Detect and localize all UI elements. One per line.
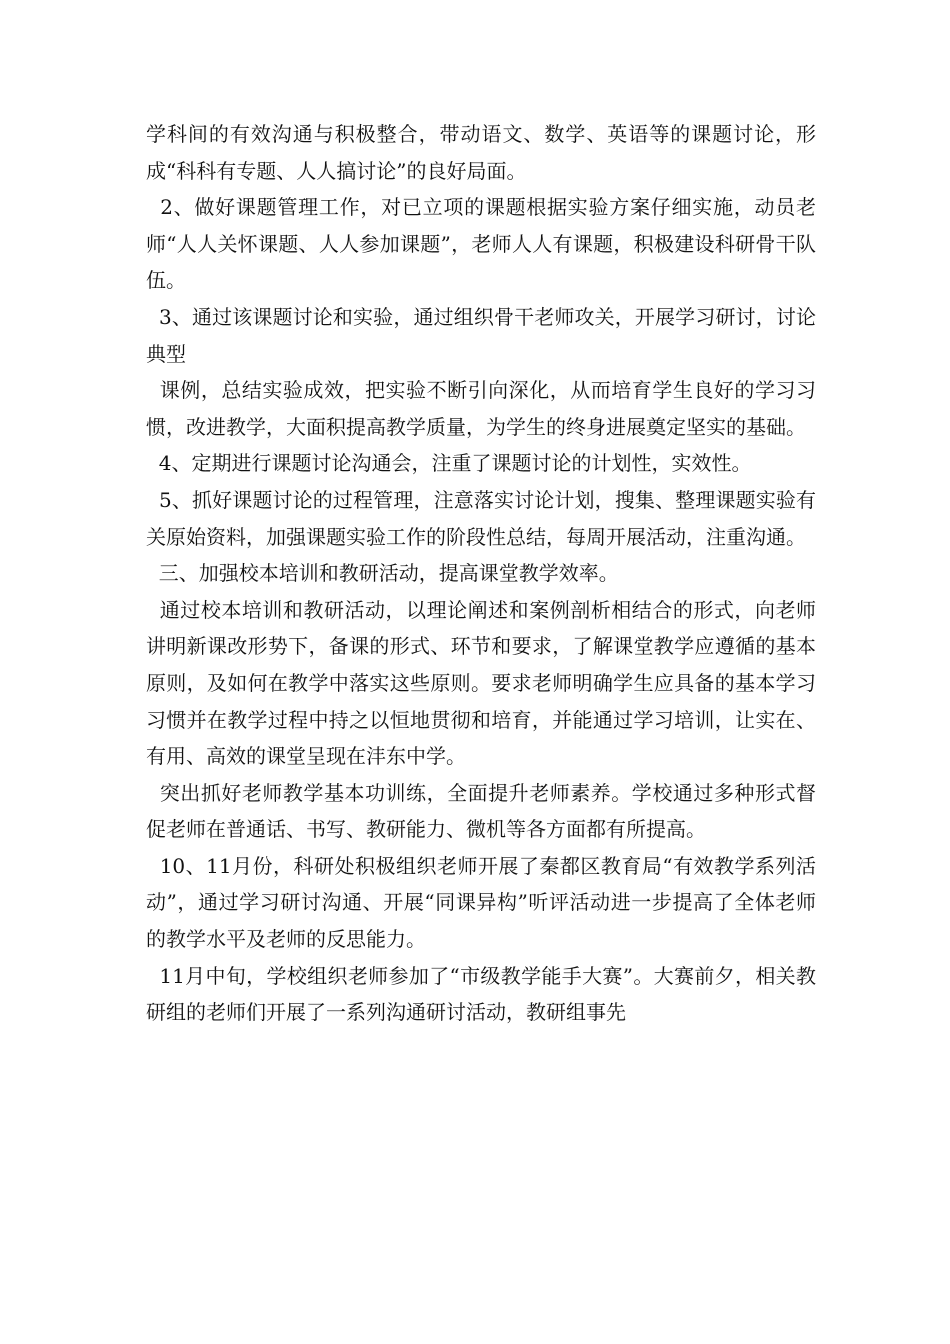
paragraph-4: 课例，总结实验成效，把实验不断引向深化，从而培育学生良好的学习习惯，改进教学，大面积提高教学质量，为学生的终身进展奠定坚实的基础。 bbox=[146, 378, 816, 439]
paragraph-7: 三、加强校本培训和教研活动，提高课堂教学效率。 bbox=[146, 561, 619, 586]
paragraph-11: 11月中旬，学校组织老师参加了“市级教学能手大赛”。大赛前夕，相关教研组的老师们开展了一系列沟通研讨活动，教研组事先 bbox=[146, 963, 816, 1025]
paragraph-8: 通过校本培训和教研活动，以理论阐述和案例剖析相结合的形式，向老师讲明新课改形势下，备课的形式、环节和要求，了解课堂教学应遵循的基本原则，及如何在教学中落实这些原则。要求老师明确学生应具备的基本学习习惯并在教学过程中持之以恒地贯彻和培育，并能通过学习培训，让实在、有用、高效的课堂呈现在沣东中学。 bbox=[146, 597, 816, 769]
paragraph-10: 10、11月份，科研处积极组织老师开展了秦都区教育局“有效教学系列活动”，通过学习研讨沟通、开展“同课异构”听评活动进一步提高了全体老师的教学水平及老师的反思能力。 bbox=[146, 853, 817, 952]
paragraph-2: 2、做好课题管理工作，对已立项的课题根据实验方案仔细实施，动员老师“人人关怀课题、人人参加课题”，老师人人有课题，积极建设科研骨干队伍。 bbox=[146, 195, 816, 293]
paragraph-1: 学科间的有效沟通与积极整合，带动语文、数学、英语等的课题讨论，形成“科科有专题、人人搞讨论”的良好局面。 bbox=[146, 122, 816, 183]
paragraph-9: 突出抓好老师教学基本功训练，全面提升老师素养。学校通过多种形式督促老师在普通话、书写、教研能力、微机等各方面都有所提高。 bbox=[146, 780, 816, 842]
paragraph-3: 3、通过该课题讨论和实验，通过组织骨干老师攻关，开展学习研讨，讨论典型 bbox=[146, 304, 816, 366]
paragraph-6: 5、抓好课题讨论的过程管理，注意落实讨论计划，搜集、整理课题实验有关原始资料，加强课题实验工作的阶段性总结，每周开展活动，注重沟通。 bbox=[146, 487, 816, 549]
paragraph-5: 4、定期进行课题讨论沟通会，注重了课题讨论的计划性，实效性。 bbox=[146, 451, 752, 476]
document-page bbox=[146, 116, 816, 1031]
